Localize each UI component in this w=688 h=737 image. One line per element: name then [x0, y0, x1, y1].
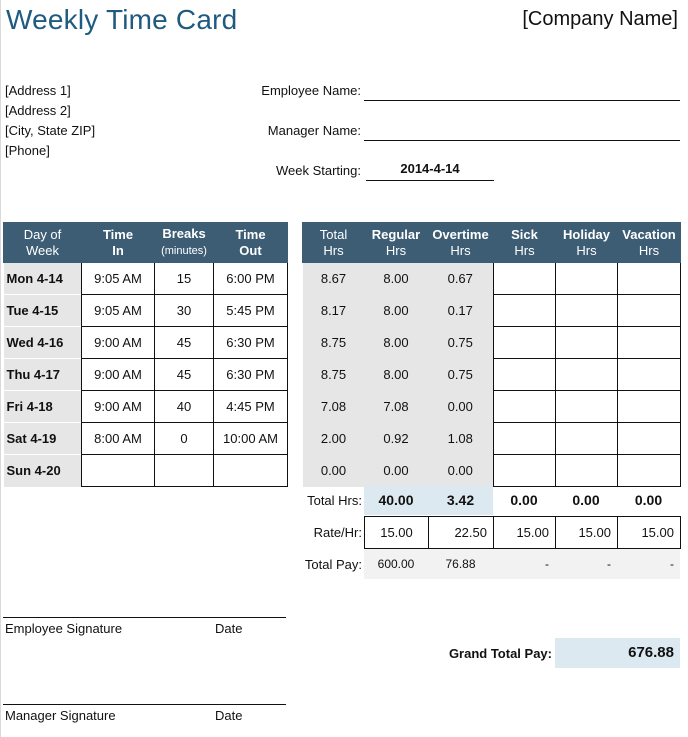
header-vacation-hrs: Vacation Hrs: [618, 223, 681, 263]
breaks-cell[interactable]: 40: [155, 391, 214, 423]
table-row: [4, 391, 288, 423]
breaks-cell[interactable]: 30: [155, 295, 214, 327]
page-title: Weekly Time Card: [6, 4, 238, 35]
breaks-cell[interactable]: 45: [155, 327, 214, 359]
regular-hrs-cell: 8.00: [365, 295, 428, 327]
day-cell: Sat 4-19: [4, 423, 82, 455]
sheet-gridline: [0, 0, 1, 737]
vacation-hrs-cell[interactable]: [618, 359, 681, 391]
vacation-pay-value: -: [670, 557, 674, 571]
company-name[interactable]: [Company Name]: [522, 8, 678, 30]
time-out-cell[interactable]: 5:45 PM: [214, 295, 288, 327]
week-starting-underline: [366, 180, 494, 181]
time-in-cell[interactable]: 8:00 AM: [82, 423, 155, 455]
address-line-2[interactable]: [Address 2]: [5, 103, 71, 118]
employee-date-label: Date: [215, 621, 243, 636]
vacation-hrs-cell[interactable]: [618, 327, 681, 359]
holiday-hrs-cell[interactable]: [556, 263, 618, 295]
hours-table: [302, 222, 681, 487]
header-holiday-hrs: Holiday Hrs: [556, 223, 618, 263]
total-hrs-cell: 0.00: [303, 455, 365, 487]
time-out-cell[interactable]: 6:00 PM: [214, 263, 288, 295]
total-pay-label: Total Pay:: [304, 557, 362, 572]
regular-hrs-cell: 8.00: [365, 327, 428, 359]
total-hrs-cell: 8.17: [303, 295, 365, 327]
time-out-cell[interactable]: 4:45 PM: [214, 391, 288, 423]
time-out-cell[interactable]: 6:30 PM: [214, 359, 288, 391]
holiday-hrs-cell[interactable]: [556, 327, 618, 359]
header-breaks: Breaks (minutes): [155, 223, 214, 263]
total-hrs-cell: 7.08: [303, 391, 365, 423]
table-row: [4, 263, 288, 295]
sick-rate-cell[interactable]: 15.00: [494, 517, 556, 549]
day-cell: Fri 4-18: [4, 391, 82, 423]
table-row: [303, 295, 681, 327]
overtime-hrs-cell: 0.00: [428, 455, 494, 487]
day-cell: Sun 4-20: [4, 455, 82, 487]
manager-date-label: Date: [215, 708, 243, 723]
header-overtime-hrs: Overtime Hrs: [428, 223, 494, 263]
total-hrs-cell: 8.75: [303, 327, 365, 359]
vacation-hrs-cell[interactable]: [618, 391, 681, 423]
total-hrs-cell: 8.75: [303, 359, 365, 391]
time-in-cell[interactable]: [82, 455, 155, 487]
manager-signature-label: Manager Signature: [5, 708, 116, 723]
regular-pay-value: 600.00: [377, 557, 415, 571]
manager-name-label: Manager Name:: [267, 123, 361, 138]
table-row: [303, 423, 681, 455]
table-row: [303, 263, 681, 295]
overtime-hrs-total: 3.42: [446, 492, 475, 508]
table-row: [303, 327, 681, 359]
header-day-of-week: Day of Week: [4, 223, 82, 263]
sick-hrs-cell[interactable]: [494, 423, 556, 455]
address-city-state-zip[interactable]: [City, State ZIP]: [5, 123, 96, 138]
regular-rate-cell[interactable]: 15.00: [365, 517, 429, 549]
regular-hrs-cell: 8.00: [365, 359, 428, 391]
employee-signature-line[interactable]: [3, 617, 286, 618]
time-out-cell[interactable]: 6:30 PM: [214, 327, 288, 359]
table-row: [303, 455, 681, 487]
sick-hrs-cell[interactable]: [494, 327, 556, 359]
header-sick-hrs: Sick Hrs: [494, 223, 556, 263]
day-cell: Tue 4-15: [4, 295, 82, 327]
employee-name-label: Employee Name:: [261, 83, 361, 98]
time-in-cell[interactable]: 9:05 AM: [82, 295, 155, 327]
sick-hrs-cell[interactable]: [494, 391, 556, 423]
overtime-hrs-cell: 0.17: [428, 295, 494, 327]
time-in-cell[interactable]: 9:00 AM: [82, 327, 155, 359]
total-hrs-label: Total Hrs:: [307, 493, 362, 508]
table-row: [4, 359, 288, 391]
header-total-hrs: Total Hrs: [303, 223, 365, 263]
overtime-hrs-cell: 0.75: [428, 359, 494, 391]
sick-pay-value: -: [545, 557, 549, 571]
vacation-hrs-cell[interactable]: [618, 423, 681, 455]
total-hrs-cell: 8.67: [303, 263, 365, 295]
time-out-cell[interactable]: 10:00 AM: [214, 423, 288, 455]
week-starting-value[interactable]: 2014-4-14: [400, 161, 460, 176]
address-line-1[interactable]: [Address 1]: [5, 83, 71, 98]
overtime-hrs-cell: 0.75: [428, 327, 494, 359]
sick-hrs-cell[interactable]: [494, 263, 556, 295]
breaks-cell[interactable]: 45: [155, 359, 214, 391]
header-time-in: Time In: [82, 223, 155, 263]
header-regular-hrs: Regular Hrs: [365, 223, 428, 263]
manager-signature-line[interactable]: [3, 704, 286, 705]
overtime-pay-value: 76.88: [445, 557, 476, 571]
holiday-hrs-cell[interactable]: [556, 423, 618, 455]
day-cell: Wed 4-16: [4, 327, 82, 359]
overtime-rate-cell[interactable]: 22.50: [429, 517, 494, 549]
header-time-out: Time Out: [214, 223, 288, 263]
holiday-pay-value: -: [607, 557, 611, 571]
time-in-cell[interactable]: 9:00 AM: [82, 359, 155, 391]
employee-name-field[interactable]: [364, 100, 680, 101]
vacation-rate-cell[interactable]: 15.00: [618, 517, 681, 549]
table-row: [4, 423, 288, 455]
sick-hrs-total: 0.00: [510, 492, 538, 508]
overtime-hrs-cell: 0.00: [428, 391, 494, 423]
vacation-hrs-cell[interactable]: [618, 295, 681, 327]
time-in-cell[interactable]: 9:00 AM: [82, 391, 155, 423]
table-row: [303, 391, 681, 423]
regular-hrs-cell: 7.08: [365, 391, 428, 423]
table-row: [303, 359, 681, 391]
address-phone[interactable]: [Phone]: [5, 143, 50, 158]
manager-name-field[interactable]: [364, 140, 680, 141]
rate-table: [364, 516, 681, 549]
grand-total-label: Grand Total Pay:: [448, 646, 552, 661]
total-hrs-cell: 2.00: [303, 423, 365, 455]
overtime-hrs-cell: 1.08: [428, 423, 494, 455]
regular-hrs-cell: 0.00: [365, 455, 428, 487]
vacation-hrs-total: 0.00: [634, 492, 663, 508]
breaks-cell[interactable]: 0: [155, 423, 214, 455]
holiday-hrs-total: 0.00: [572, 492, 600, 508]
vacation-hrs-cell[interactable]: [618, 455, 681, 487]
time-out-cell[interactable]: [214, 455, 288, 487]
time-in-cell[interactable]: 9:05 AM: [82, 263, 155, 295]
table-row: [4, 295, 288, 327]
total-hrs-value: 40.00: [378, 492, 414, 508]
holiday-hrs-cell[interactable]: [556, 295, 618, 327]
holiday-hrs-cell[interactable]: [556, 455, 618, 487]
employee-signature-label: Employee Signature: [5, 621, 123, 636]
time-entry-table: [3, 222, 288, 487]
table-row: [4, 455, 288, 487]
day-cell: Mon 4-14: [4, 263, 82, 295]
holiday-hrs-cell[interactable]: [556, 391, 618, 423]
table-row: [4, 327, 288, 359]
holiday-rate-cell[interactable]: 15.00: [556, 517, 618, 549]
holiday-hrs-cell[interactable]: [556, 359, 618, 391]
grand-total-value: 676.88: [555, 638, 680, 668]
breaks-cell[interactable]: [155, 455, 214, 487]
breaks-cell[interactable]: 15: [155, 263, 214, 295]
rate-row: [365, 517, 681, 549]
rate-label: Rate/Hr:: [313, 525, 362, 540]
sick-hrs-cell[interactable]: [494, 295, 556, 327]
regular-hrs-cell: 8.00: [365, 263, 428, 295]
week-starting-label: Week Starting:: [275, 163, 361, 178]
sick-hrs-cell[interactable]: [494, 359, 556, 391]
regular-hrs-cell: 0.92: [365, 423, 428, 455]
overtime-hrs-cell: 0.67: [428, 263, 494, 295]
day-cell: Thu 4-17: [4, 359, 82, 391]
sick-hrs-cell[interactable]: [494, 455, 556, 487]
vacation-hrs-cell[interactable]: [618, 263, 681, 295]
